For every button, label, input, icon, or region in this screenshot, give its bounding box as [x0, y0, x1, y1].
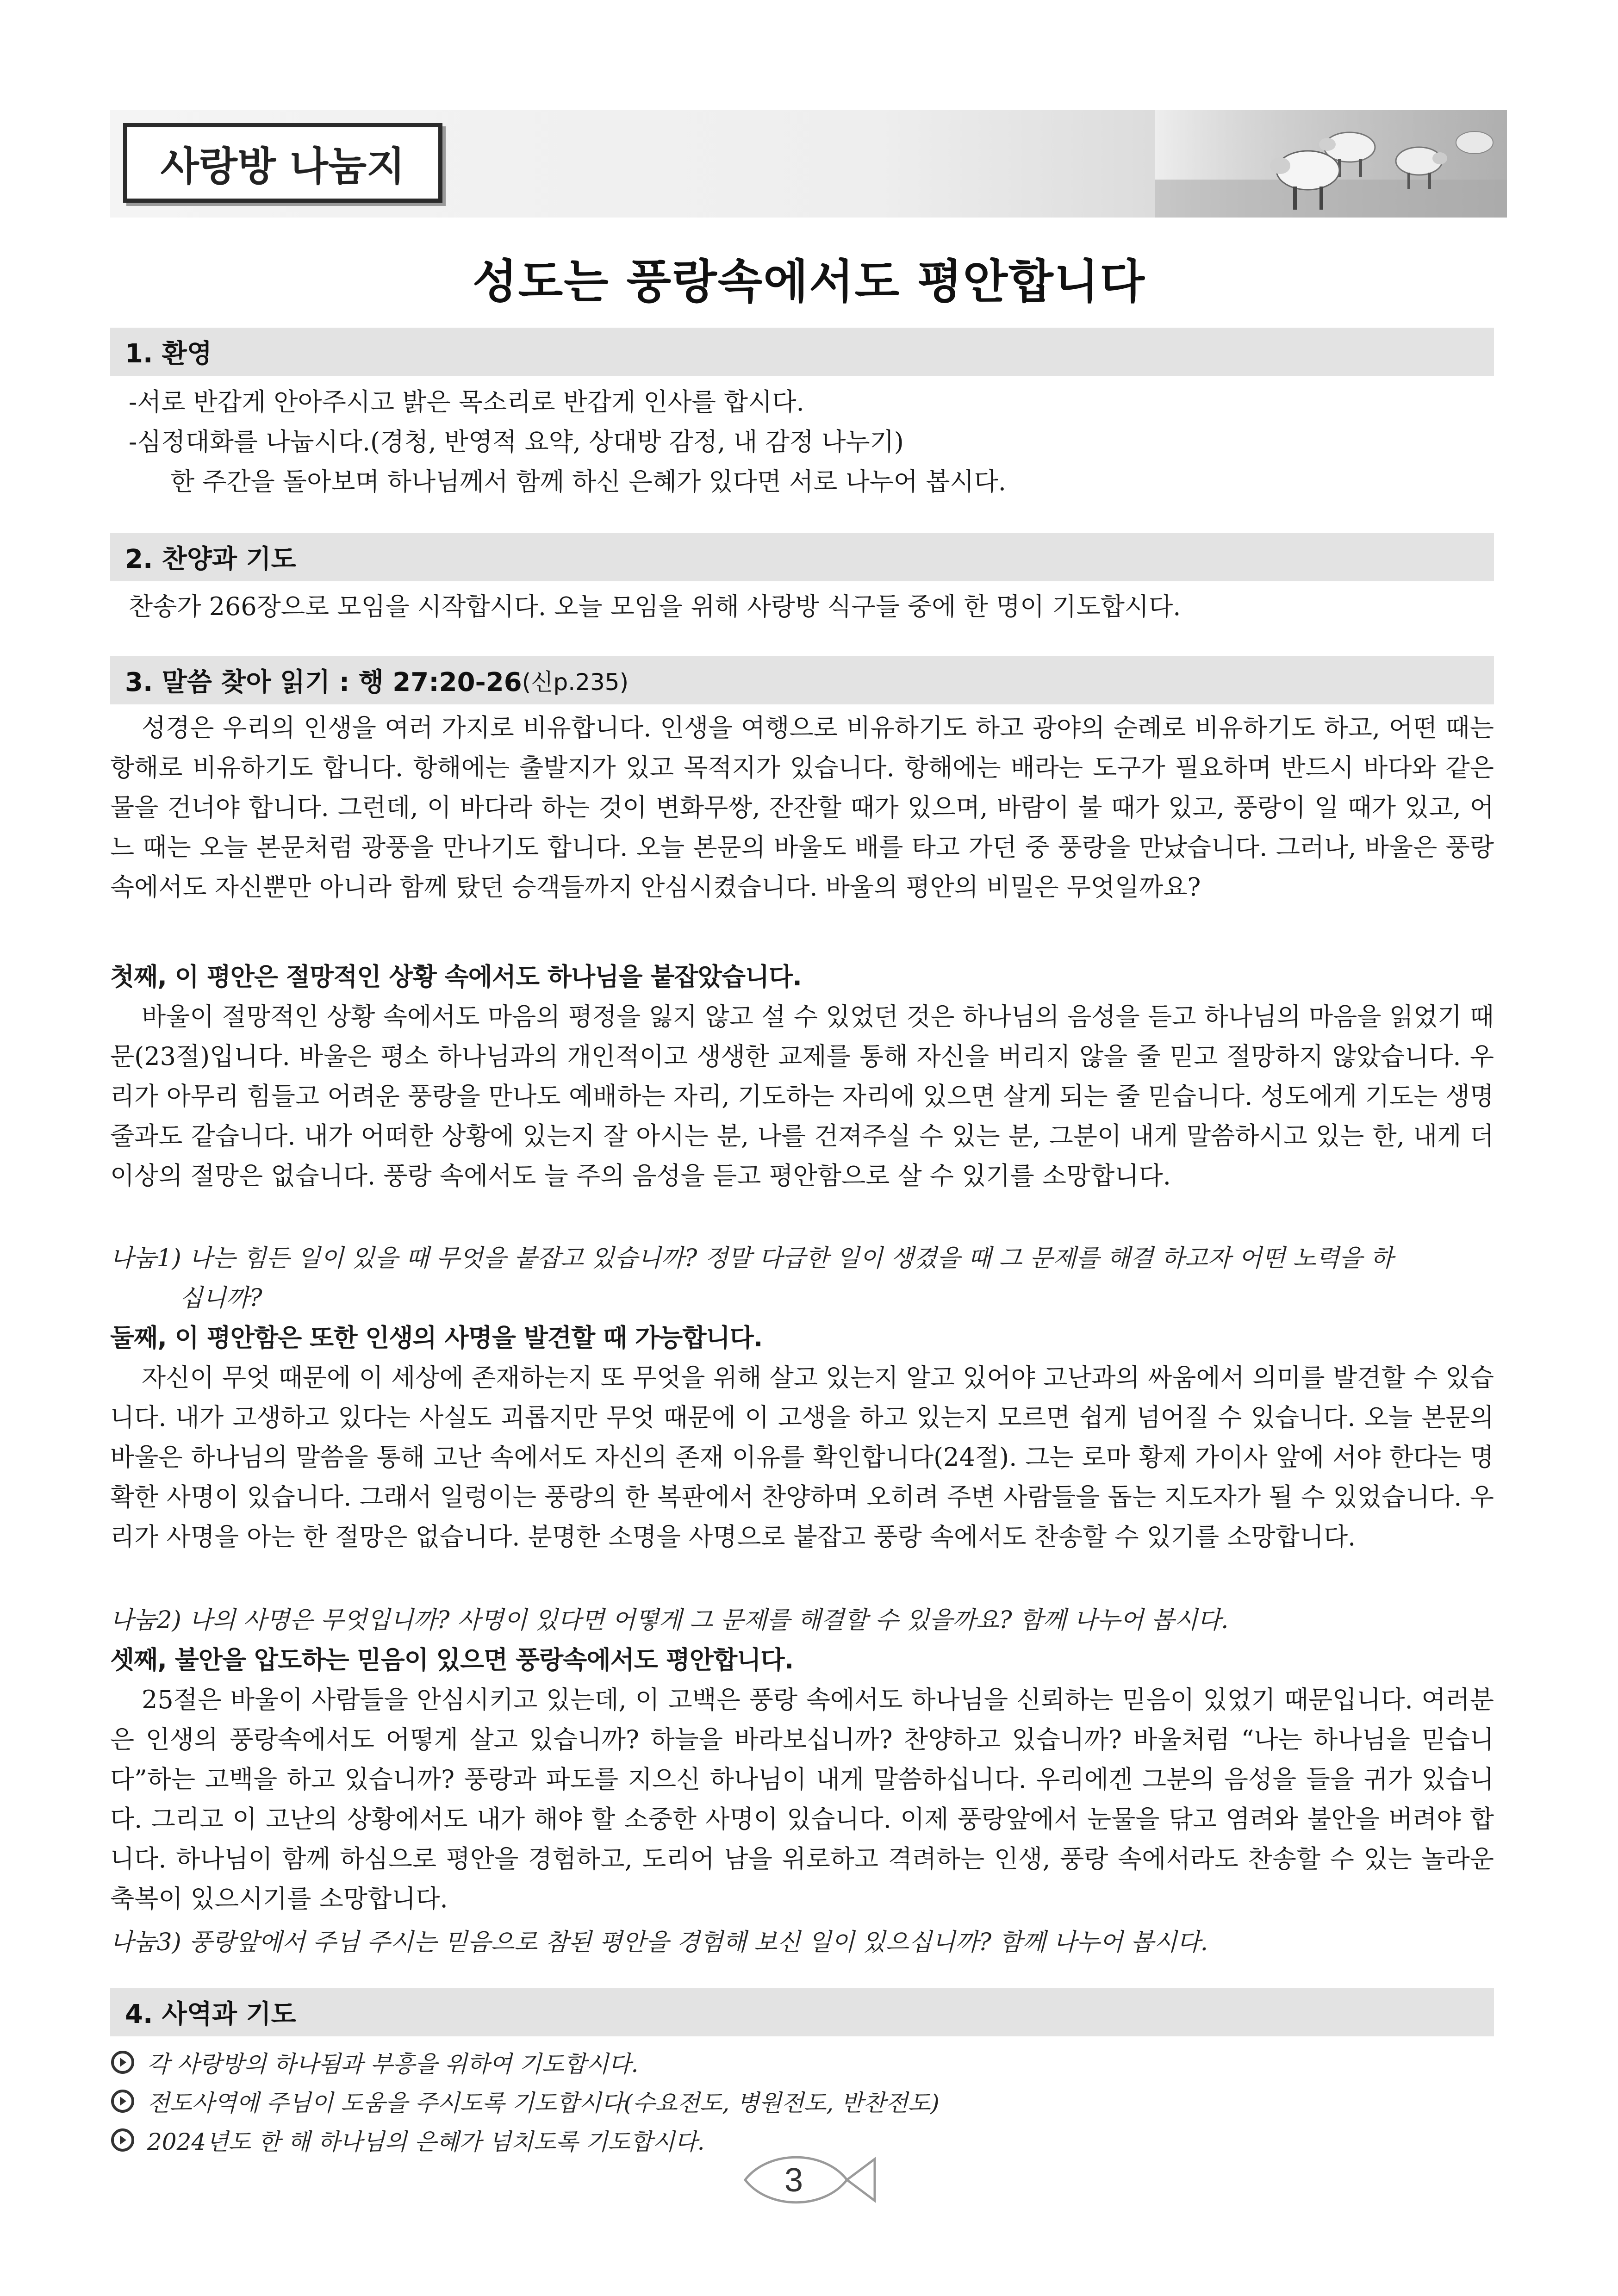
- point1-title: 첫째, 이 평안은 절망적인 상황 속에서도 하나님을 붙잡았습니다.: [110, 962, 802, 991]
- point1-body: 바울이 절망적인 상황 속에서도 마음의 평정을 잃지 않고 설 수 있었던 것은 하나님의 음성을 듣고 하나님의 마음을 읽었기 때문(23절)입니다. 바울은 평소 하나님과의 개인적이고 생생한 교제를 통해 자신을 버리지 않을 줄 믿고 절망하지 않았습니다. 우리가 아무리 힘들고 어려운 풍랑을 만나도 예배하는 자리, 기도하는 자리에 있으면 살게 되는 줄 믿습니다. 성도에게 기도는 생명줄과도 같습니다. 내가 어떠한 상황에 있는지 잘 아시는 분, 나를 건져주실 수 있는 분, 그분이 내게 말씀하시고 있는 한, 내게 더 이상의 절망은 없습니다. 풍랑 속에서도 늘 주의 음성을 듣고 평안함으로 살 수 있기를 소망합니다.: [110, 1002, 1494, 1190]
- share-question-3: 나눔3) 풍랑앞에서 주님 주시는 믿음으로 참된 평안을 경험해 보신 일이 있으십니까? 함께 나누어 봅시다.: [110, 1929, 1208, 1956]
- page-title: 성도는 풍랑속에서도 평안합니다: [472, 255, 1146, 309]
- point2-body: 자신이 무엇 때문에 이 세상에 존재하는지 또 무엇을 위해 살고 있는지 알고 있어야 고난과의 싸움에서 의미를 발견할 수 있습니다. 내가 고생하고 있다는 사실도 괴롭지만 무엇 때문에 이 고생을 하고 있는지 모르면 쉽게 넘어질 수 있습니다. 오늘 본문의 바울은 하나님의 말씀을 통해 고난 속에서도 자신의 존재 이유를 확인합니다(24절). 그는 로마 황제 가이사 앞에 서야 한다는 명확한 사명이 있습니다. 그래서 일렁이는 풍랑의 한 복판에서 찬양하며 오히려 주변 사람들을 돕는 지도자가 될 수 있었습니다. 우리가 사명을 아는 한 절망은 없습니다. 분명한 소명을 사명으로 붙잡고 풍랑 속에서도 찬송할 수 있기를 소망합니다.: [110, 1363, 1494, 1551]
- section-heading-praise: 2. 찬양과 기도: [110, 533, 1494, 581]
- word-heading-text: 3. 말씀 찾아 읽기 : 행 27:20-26: [125, 667, 522, 697]
- sheep-photo: [1155, 110, 1507, 218]
- arrow-circle-icon: [110, 2128, 135, 2153]
- point3-body: 25절은 바울이 사람들을 안심시키고 있는데, 이 고백은 풍랑 속에서도 하나님을 신뢰하는 믿음이 있었기 때문입니다. 여러분은 인생의 풍랑속에서도 어떻게 살고 있습니까? 하늘을 바라보십니까? 찬양하고 있습니까? 바울처럼 “나는 하나님을 믿습니다”하는 고백을 하고 있습니까? 풍랑과 파도를 지으신 하나님이 내게 말씀하십니다. 우리에겐 그분의 음성을 들을 귀가 있습니다. 그리고 이 고난의 상황에서도 내가 해야 할 소중한 사명이 있습니다. 이제 풍랑앞에서 눈물을 닦고 염려와 불안을 버려야 합니다. 하나님이 함께 하심으로 평안을 경험하고, 도리어 남을 위로하고 격려하는 인생, 풍랑 속에서라도 찬송할 수 있는 놀라운 축복이 있으시기를 소망합니다.: [110, 1685, 1494, 1913]
- section-heading-word: [110, 656, 1494, 704]
- arrow-circle-icon: [110, 2050, 135, 2075]
- prayer-item: [110, 2122, 705, 2159]
- share-question-2: 나눔2) 나의 사명은 무엇입니까? 사명이 있다면 어떻게 그 문제를 해결할 수 있을까요? 함께 나누어 봅시다.: [110, 1606, 1229, 1634]
- prayer-item: [110, 2083, 940, 2120]
- section-heading-mission: 4. 사역과 기도: [110, 1988, 1494, 2036]
- fish-icon: [736, 2145, 884, 2215]
- header-banner: [110, 110, 1507, 218]
- share1-line-b: 십니까?: [180, 1284, 262, 1312]
- prayer-item-text: 2024년도 한 해 하나님의 은혜가 넘치도록 기도합시다.: [147, 2128, 705, 2155]
- praise-line: 찬송가 266장으로 모임을 시작합시다. 오늘 모임을 위해 사랑방 식구들 중에 한 명이 기도합시다.: [129, 592, 1181, 621]
- welcome-line-3: 한 주간을 돌아보며 하나님께서 함께 하신 은혜가 있다면 서로 나누어 봅시다.: [170, 467, 1006, 496]
- prayer-item: [110, 2044, 638, 2081]
- arrow-circle-icon: [110, 2089, 135, 2114]
- share-question-1: [110, 1238, 1494, 1318]
- prayer-item-text: 전도사역에 주님이 도움을 주시도록 기도합시다(수요전도, 병원전도, 반찬전도): [147, 2090, 940, 2116]
- banner-title: 사랑방 나눔지: [123, 123, 442, 203]
- prayer-item-text: 각 사랑방의 하나됨과 부흥을 위하여 기도합시다.: [147, 2051, 639, 2078]
- scripture-reference: (신p.235): [522, 669, 629, 696]
- share1-line-a: 나눔1) 나는 힘든 일이 있을 때 무엇을 붙잡고 있습니까? 정말 다급한 일이 생겼을 때 그 문제를 해결 하고자 어떤 노력을 하: [110, 1244, 1394, 1272]
- welcome-line-1: -서로 반갑게 안아주시고 밝은 목소리로 반갑게 인사를 합시다.: [129, 387, 804, 417]
- section-heading-welcome: 1. 환영: [110, 328, 1494, 376]
- page-number: 3: [784, 2162, 803, 2199]
- welcome-line-2: -심정대화를 나눕시다.(경청, 반영적 요약, 상대방 감정, 내 감정 나누기): [129, 427, 904, 456]
- word-intro-paragraph: 성경은 우리의 인생을 여러 가지로 비유합니다. 인생을 여행으로 비유하기도 하고 광야의 순례로 비유하기도 하고, 어떤 때는 항해로 비유하기도 합니다. 항해에는 출발지가 있고 목적지가 있습니다. 항해에는 배라는 도구가 필요하며 반드시 바다와 같은 물을 건너야 합니다. 그런데, 이 바다라 하는 것이 변화무쌍, 잔잔할 때가 있으며, 바람이 불 때가 있고, 풍랑이 일 때가 있고, 어느 때는 오늘 본문처럼 광풍을 만나기도 합니다. 오늘 본문의 바울도 배를 타고 가던 중 풍랑을 만났습니다. 그러나, 바울은 풍랑 속에서도 자신뿐만 아니라 함께 탔던 승객들까지 안심시켰습니다. 바울의 평안의 비밀은 무엇일까요?: [110, 713, 1494, 902]
- point3-title: 셋째, 불안을 압도하는 믿음이 있으면 풍랑속에서도 평안합니다.: [110, 1645, 794, 1674]
- point2-title: 둘째, 이 평안함은 또한 인생의 사명을 발견할 때 가능합니다.: [110, 1323, 763, 1352]
